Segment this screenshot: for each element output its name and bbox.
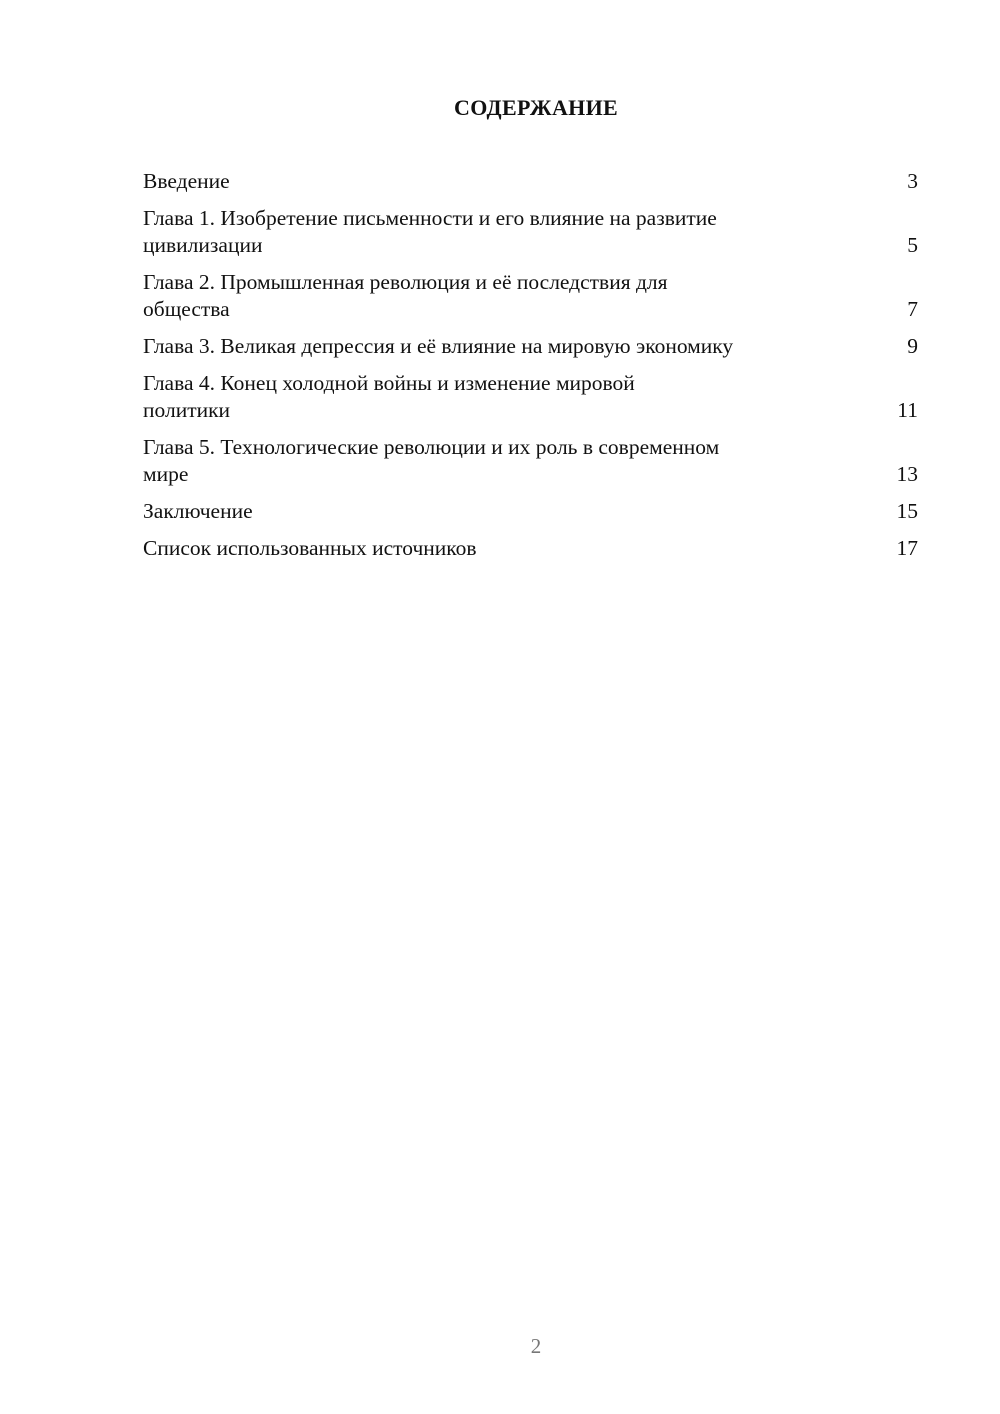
toc-entry-introduction <box>143 168 918 195</box>
toc-entry-page: 17 <box>896 536 918 560</box>
toc-entry-title: Глава 3. Великая депрессия и её влияние на мировую экономику <box>143 334 734 358</box>
table-of-contents <box>143 168 918 572</box>
toc-entry-page: 3 <box>907 169 918 193</box>
toc-entry-title: Глава 1. Изобретение письменности и его влияние на развитие цивилизации <box>143 206 717 257</box>
toc-entry-chapter-4 <box>143 370 918 424</box>
toc-entry-chapter-5 <box>143 434 918 488</box>
toc-entry-title: Введение <box>143 169 230 193</box>
page-number: 2 <box>530 1334 542 1358</box>
toc-entry-title: Глава 4. Конец холодной войны и изменение мировой политики <box>143 371 635 422</box>
toc-entry-conclusion <box>143 498 918 525</box>
toc-entry-page: 15 <box>896 499 918 523</box>
toc-entry-title: Заключение <box>143 499 253 523</box>
toc-entry-page: 9 <box>907 334 918 358</box>
toc-entry-references <box>143 535 918 562</box>
toc-entry-title: Глава 5. Технологические революции и их роль в современном мире <box>143 435 720 486</box>
toc-entry-title: Список использованных источников <box>143 536 477 560</box>
toc-entry-page: 13 <box>896 462 918 486</box>
toc-entry-chapter-2 <box>143 269 918 323</box>
toc-entry-title: Глава 2. Промышленная революция и её последствия для общества <box>143 270 668 321</box>
toc-entry-chapter-1 <box>143 205 918 259</box>
toc-entry-page: 11 <box>897 398 918 422</box>
toc-entry-page: 7 <box>907 297 918 321</box>
toc-entry-page: 5 <box>907 233 918 257</box>
toc-entry-chapter-3 <box>143 333 918 360</box>
page-title: СОДЕРЖАНИЕ <box>454 95 618 120</box>
